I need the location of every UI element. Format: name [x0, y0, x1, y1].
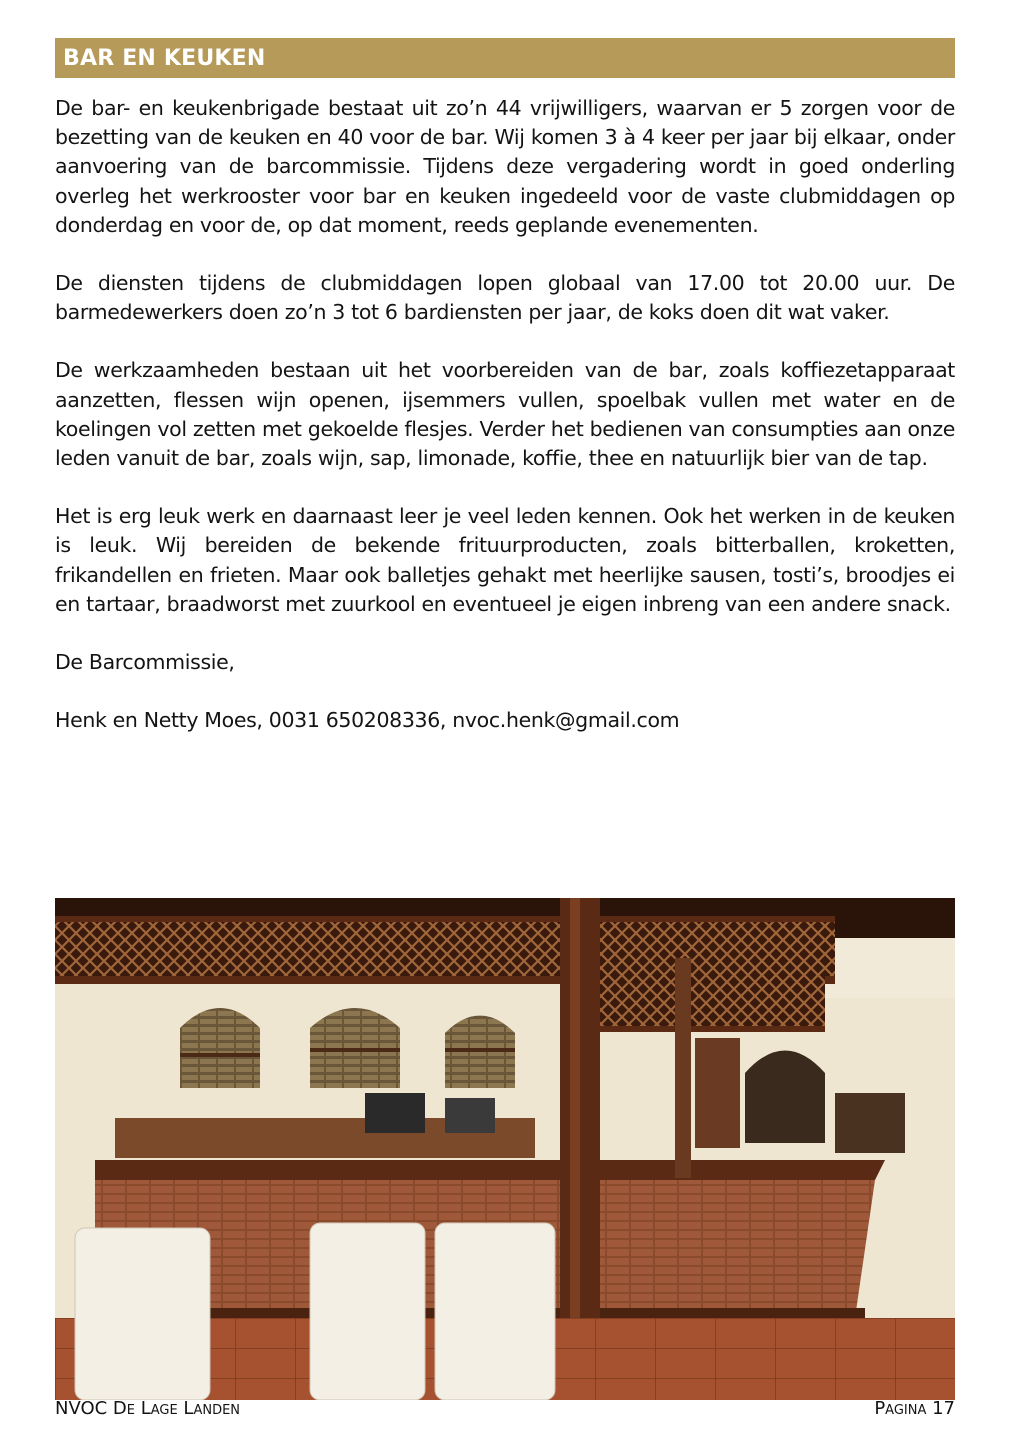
arched-door	[745, 1051, 825, 1144]
paragraph: De diensten tijdens de clubmiddagen lopen globaal van 17.00 tot 20.00 uur. De barmedewerkers doen zo’n 3 tot 6 bardiensten per jaar, de koks doen dit wat vaker.	[55, 271, 955, 325]
article-body	[55, 94, 955, 764]
bar-illustration	[55, 898, 955, 1400]
bar-stool	[310, 1223, 425, 1400]
footer-publication: NVOC De Lage Landen	[55, 1398, 241, 1419]
coffee-machine	[365, 1093, 425, 1133]
bar-counter-top	[95, 1160, 885, 1180]
section-header-bar	[55, 38, 955, 78]
paragraph: De werkzaamheden bestaan uit het voorbereiden van de bar, zoals koffiezetapparaat aanzetten, flessen wijn openen, ijsemmers vullen, spoelbak vullen met water en de koelingen vol zetten met gekoelde flesjes. Verder het bedienen van consumpties aan onze leden vanuit de bar, zoals wijn, sap, limonade, koffie, thee en natuurlijk bier van de tap.	[55, 358, 955, 471]
bar-photo	[55, 898, 955, 1400]
signoff: De Barcommissie,	[55, 650, 235, 675]
section-title: BAR EN KEUKEN	[63, 45, 266, 71]
bar-stool	[75, 1228, 210, 1400]
contact-line: Henk en Netty Moes, 0031 650208336, nvoc.henk@gmail.com	[55, 708, 680, 733]
paragraph: De bar- en keukenbrigade bestaat uit zo’n 44 vrijwilligers, waarvan er 5 zorgen voor de bezetting van de keuken en 40 voor de bar. Wij komen 3 à 4 keer per jaar bij elkaar, onder aanvoering van de barcommissie. Tijdens deze vergadering wordt in goed onderling overleg het werkrooster voor bar en keuken ingedeeld voor de vaste clubmiddagen op donderdag en voor de, op dat moment, reeds geplande evenementen.	[55, 96, 955, 237]
footer-page-number: Pagina 17	[874, 1398, 955, 1419]
bar-stool	[435, 1223, 555, 1400]
arch-niche	[180, 1008, 260, 1088]
paragraph: Het is erg leuk werk en daarnaast leer je veel leden kennen. Ook het werken in de keuken is leuk. Wij bereiden de bekende frituurproducten, zoals bitterballen, kroketten, frikandellen en frieten. Maar ook balletjes gehakt met heerlijke sausen, tosti’s, broodjes ei en tartaar, braadworst met zuurkool en eventueel je eigen inbreng van een andere snack.	[55, 504, 955, 616]
